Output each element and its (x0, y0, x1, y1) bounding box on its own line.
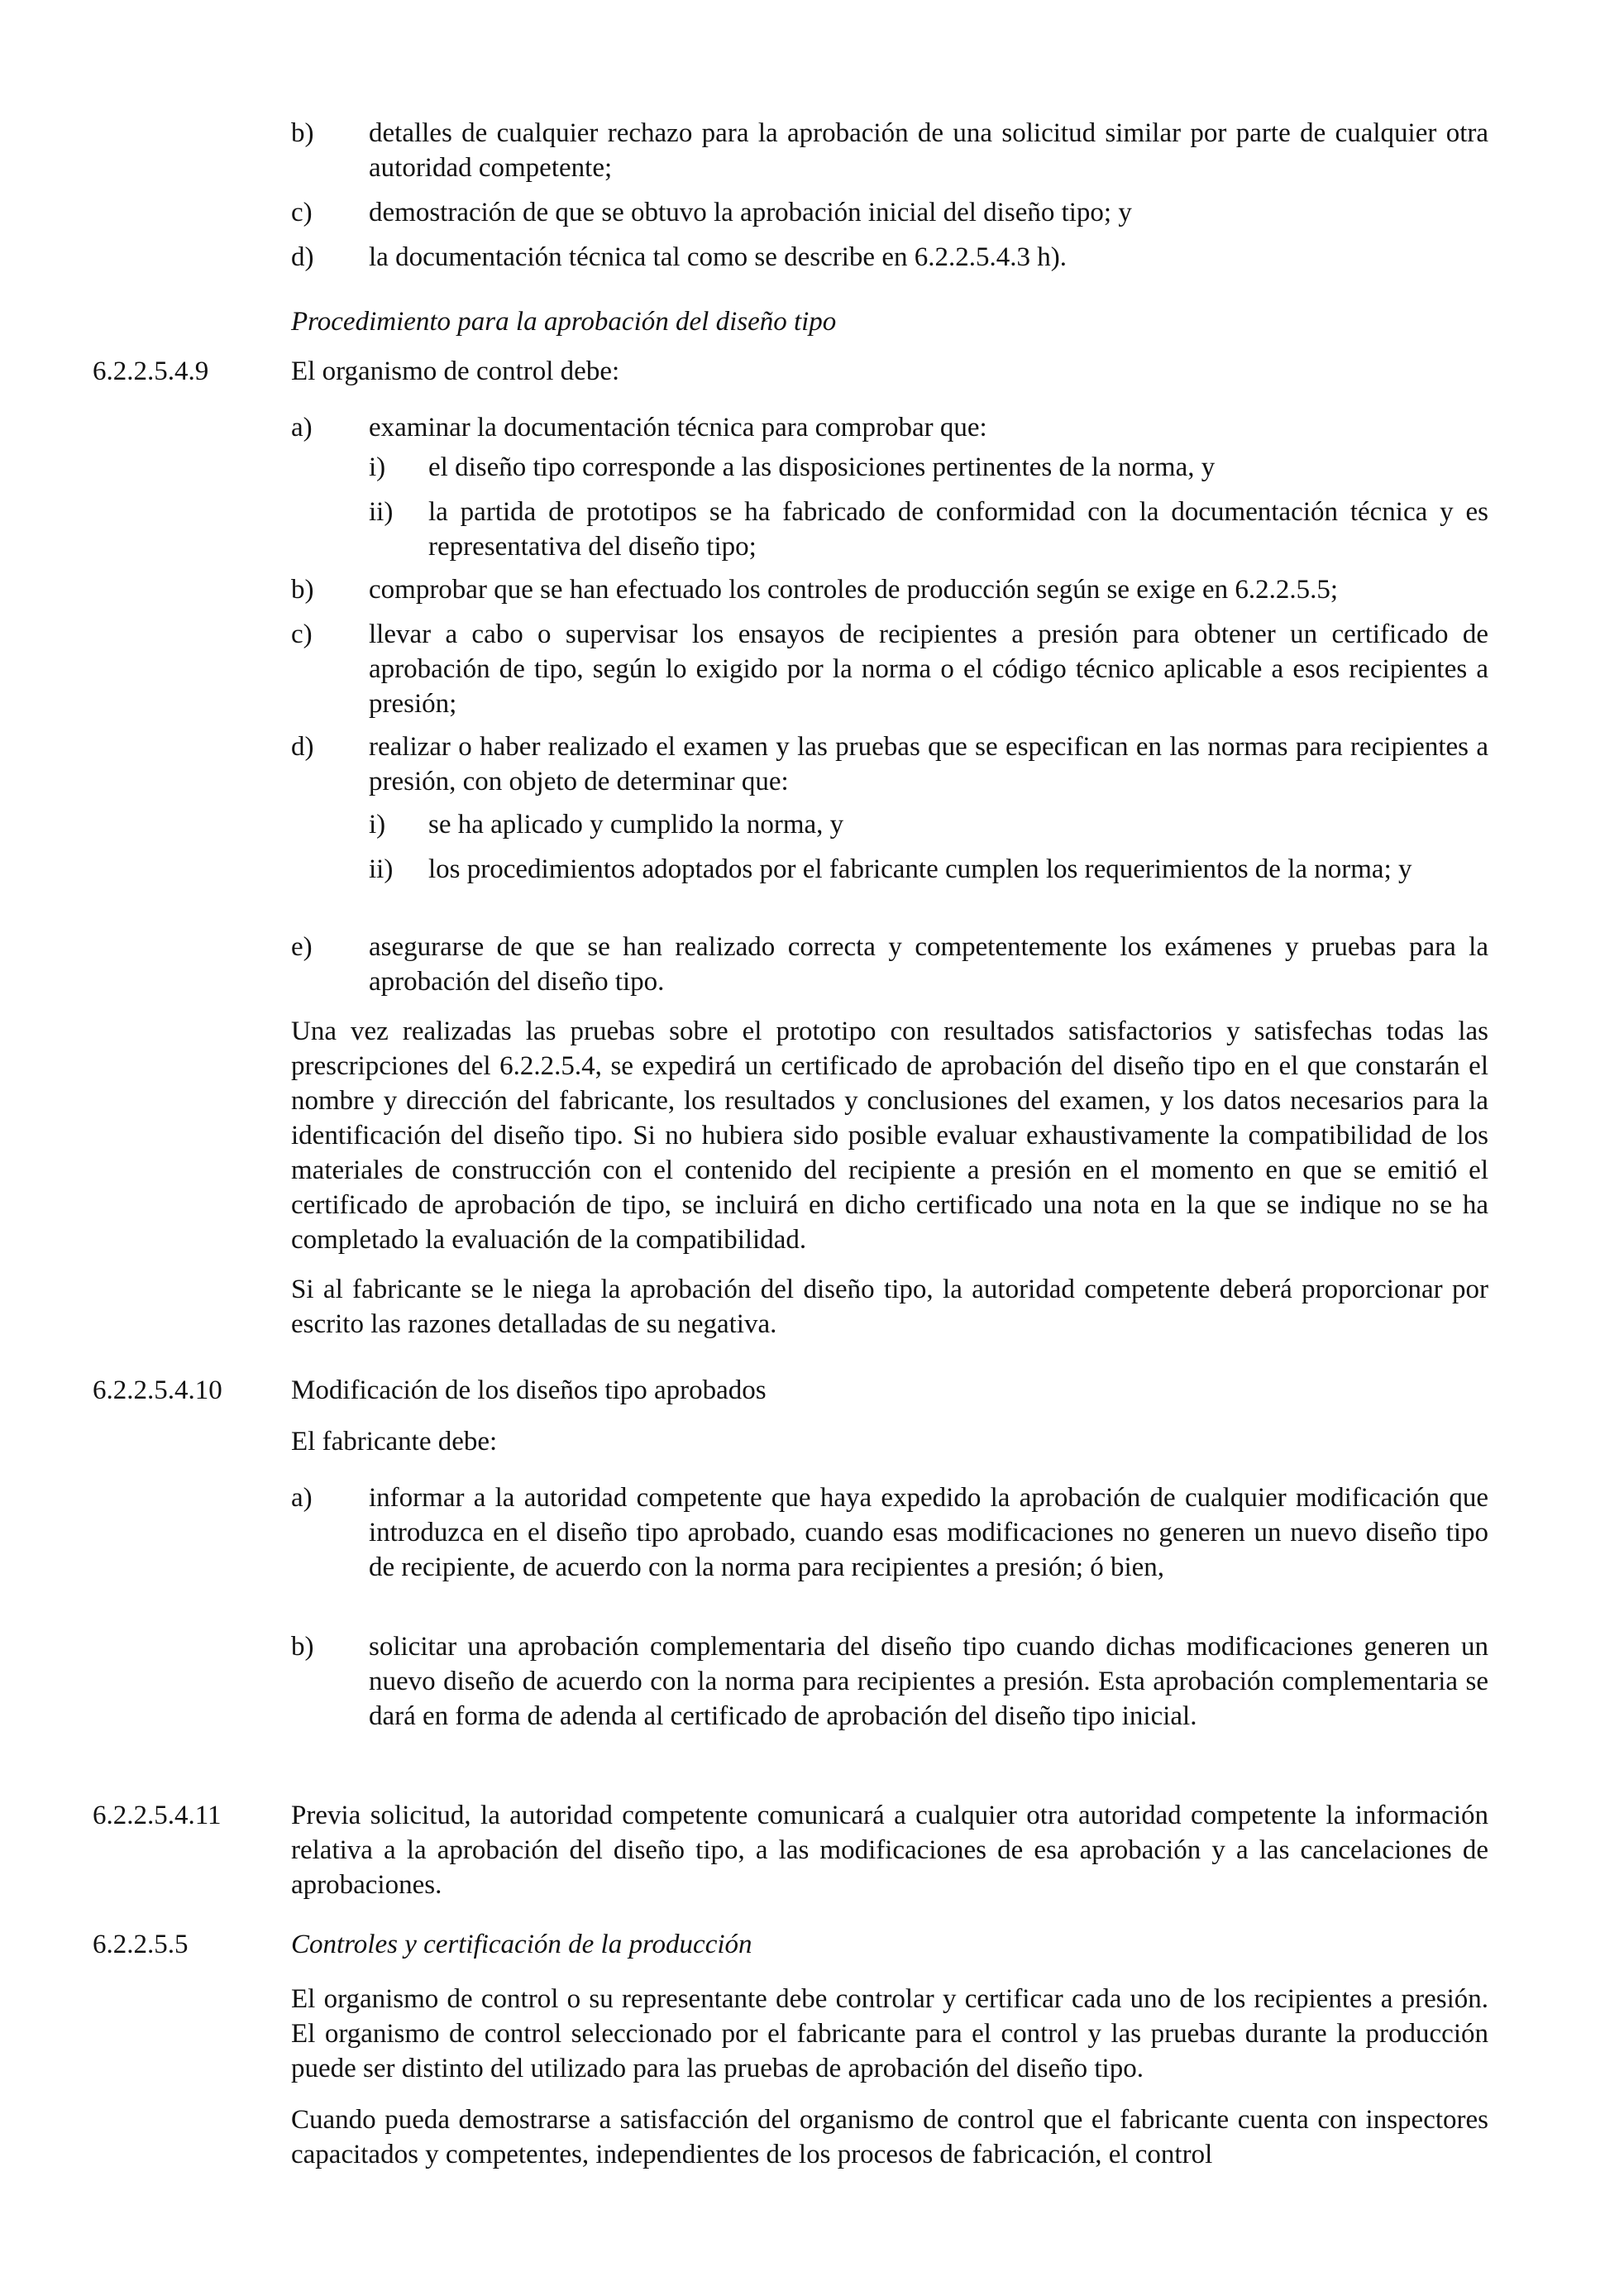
list-label: a) (291, 1483, 313, 1513)
list-item (291, 1480, 1488, 1585)
list-label: e) (291, 932, 313, 962)
paragraph (291, 2102, 1488, 2172)
list-item (291, 240, 1488, 275)
list-text: examinar la documentación técnica para comprobar que: (369, 413, 987, 442)
section-intro: El fabricante debe: (291, 1427, 498, 1457)
sublist-label: ii) (369, 497, 394, 527)
list-label: d) (291, 732, 314, 762)
list-text: asegurarse de que se han realizado correcta y competentemente los exámenes y pruebas para la aprobación del diseño tipo. (369, 932, 1488, 997)
section-title: Modificación de los diseños tipo aprobados (291, 1375, 767, 1405)
list-text: la documentación técnica tal como se describe en 6.2.2.5.4.3 h). (369, 242, 1067, 272)
sublist-item (369, 807, 1488, 842)
list-label: d) (291, 242, 314, 272)
sublist-text: la partida de prototipos se ha fabricado de conformidad con la documentación técnica y es representativa del diseño tipo; (428, 497, 1488, 562)
list-item (291, 116, 1488, 185)
paragraph (291, 1272, 1488, 1342)
sublist-text: los procedimientos adoptados por el fabricante cumplen los requerimientos de la norma; y (428, 854, 1412, 884)
list-item (291, 410, 1488, 445)
section-number: 6.2.2.5.4.11 (93, 1801, 222, 1830)
list-label: b) (291, 575, 314, 605)
list-item (291, 729, 1488, 799)
paragraph-text: Previa solicitud, la autoridad competente comunicará a cualquier otra autoridad competente la información relativa a la aprobación del diseño tipo, a las modificaciones de esa aprobación y a las cancelaciones de aprobaciones. (291, 1801, 1488, 1900)
list-text: informar a la autoridad competente que haya expedido la aprobación de cualquier modificación que introduzca en el diseño tipo aprobado, cuando esas modificaciones no generen un nuevo diseño tipo de recipiente, de acuerdo con la norma para recipientes a presión; ó bien, (369, 1483, 1488, 1582)
list-label: b) (291, 118, 314, 148)
paragraph-text: Si al fabricante se le niega la aprobación del diseño tipo, la autoridad competente deberá proporcionar por escrito las razones detalladas de su negativa. (291, 1275, 1488, 1339)
list-label: c) (291, 619, 313, 649)
procedure-heading: Procedimiento para la aprobación del diseño tipo (291, 307, 837, 337)
list-item (291, 1629, 1488, 1734)
section-number: 6.2.2.5.5 (93, 1930, 189, 1959)
section-number: 6.2.2.5.4.9 (93, 356, 209, 386)
list-item (291, 617, 1488, 721)
paragraph-text: El organismo de control o su representante debe controlar y certificar cada uno de los recipientes a presión. El organismo de control seleccionado por el fabricante para el control y las pruebas durante la producción puede ser distinto del utilizado para las pruebas de aprobación del diseño tipo. (291, 1984, 1488, 2083)
sublist-label: i) (369, 810, 386, 839)
list-label: b) (291, 1632, 314, 1662)
sublist-label: ii) (369, 854, 394, 884)
sublist-item (369, 852, 1488, 887)
sublist-item (369, 450, 1488, 485)
list-text: realizar o haber realizado el examen y las pruebas que se especifican en las normas para recipientes a presión, con objeto de determinar que: (369, 732, 1488, 796)
list-item (291, 930, 1488, 999)
list-text: detalles de cualquier rechazo para la aprobación de una solicitud similar por parte de cualquier otra autoridad competente; (369, 118, 1488, 183)
list-label: a) (291, 413, 313, 442)
list-text: solicitar una aprobación complementaria del diseño tipo cuando dichas modificaciones generen un nuevo diseño de acuerdo con la norma para recipientes a presión. Esta aprobación complementaria se dará en forma de adenda al certificado de aprobación del diseño tipo inicial. (369, 1632, 1488, 1731)
paragraph (291, 1798, 1488, 1902)
list-text: demostración de que se obtuvo la aprobación inicial del diseño tipo; y (369, 198, 1132, 227)
list-text: llevar a cabo o supervisar los ensayos de recipientes a presión para obtener un certificado de aprobación de tipo, según lo exigido por la norma o el código técnico aplicable a esos recipientes a presión; (369, 619, 1488, 719)
sublist-label: i) (369, 452, 386, 482)
list-label: c) (291, 198, 313, 227)
list-item (291, 572, 1488, 607)
sublist-text: el diseño tipo corresponde a las disposiciones pertinentes de la norma, y (428, 452, 1216, 482)
paragraph (291, 1982, 1488, 2086)
paragraph-text: Una vez realizadas las pruebas sobre el prototipo con resultados satisfactorios y satisfechas todas las prescripciones del 6.2.2.5.4, se expedirá un certificado de aprobación del diseño tipo en el que constarán el nombre y dirección del fabricante, los resultados y conclusiones del examen, y los datos necesarios para la identificación del diseño tipo. Si no hubiera sido posible evaluar exhaustivamente la compatibilidad de los materiales de construcción con el contenido del recipiente a presión en el momento en que se emitió el certificado de aprobación de tipo, se incluirá en dicho certificado una nota en la que se indique no se ha completado la evaluación de la compatibilidad. (291, 1016, 1488, 1255)
section-intro: El organismo de control debe: (291, 356, 620, 386)
list-item (291, 195, 1488, 230)
list-text: comprobar que se han efectuado los controles de producción según se exige en 6.2.2.5.5; (369, 575, 1339, 605)
section-number: 6.2.2.5.4.10 (93, 1375, 222, 1405)
paragraph (291, 1014, 1488, 1257)
section-title: Controles y certificación de la producción (291, 1930, 752, 1959)
paragraph-text: Cuando pueda demostrarse a satisfacción del organismo de control que el fabricante cuenta con inspectores capacitados y competentes, independientes de los procesos de fabricación, el control (291, 2105, 1488, 2169)
sublist-item (369, 495, 1488, 564)
sublist-text: se ha aplicado y cumplido la norma, y (428, 810, 844, 839)
